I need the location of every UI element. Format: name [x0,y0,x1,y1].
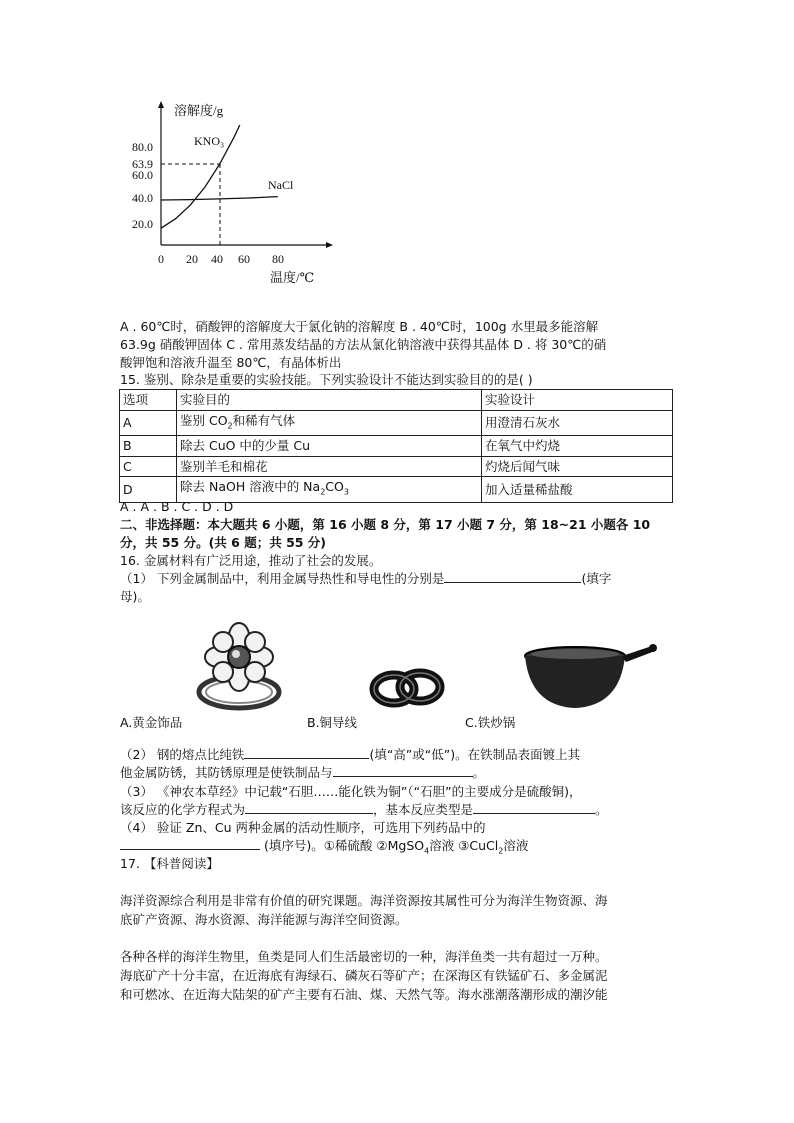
header-goal: 实验目的 [177,390,482,411]
row-goal: 除去 CuO 中的少量 Cu [177,436,482,457]
x-tick-40: 40 [211,252,223,266]
y-tick-60: 60.0 [132,168,153,182]
nacl-series-label: NaCl [268,178,294,192]
answer-blank[interactable] [245,801,373,814]
y-tick-20: 20.0 [132,217,153,231]
q16-part1-cont: 母)。 [120,589,150,604]
solubility-chart [128,100,338,290]
q16-stem: 16. 金属材料有广泛用途，推动了社会的发展。 [120,553,382,568]
copper-wire-image [368,665,448,711]
row-design: 加入适量稀盐酸 [482,477,673,503]
q16-part3-cont: 该反应的化学方程式为 ，基本反应类型是 。 [120,802,608,817]
table-row [120,410,673,436]
q15-answers: A . A . B . C . D . D [120,499,234,514]
x-tick-0: 0 [158,252,164,266]
q15-table [119,389,673,503]
q16-part4-cont: (填序号)。①稀硫酸 ②MgSO$_4$溶液 ③CuCl$_2$溶液 [120,837,528,860]
q17-para1-line1: 海洋资源综合利用是非常有价值的研究课题。海洋资源按其属性可分为海洋生物资源、海 [120,893,608,908]
answer-blank[interactable] [333,764,473,777]
q17-para1-line2: 底矿产资源、海水资源、海洋能源与海洋空间资源。 [120,912,408,927]
table-row [120,436,673,457]
answer-blank[interactable] [120,837,260,850]
answer-blank[interactable] [244,746,369,759]
x-tick-60: 60 [238,252,250,266]
q16-part2: （2） 钢的熔点比纯铁 (填“高”或“低”)。在铁制品表面镀上其 [120,747,581,762]
row-goal: 除去 NaOH 溶液中的 $Na_2CO_3$ [177,477,482,503]
y-tick-80: 80.0 [132,140,153,154]
q14-line-1: A . 60℃时，硝酸钾的溶解度大于氯化钠的溶解度 B . 40℃时，100g 水里最多能溶解 [120,319,599,334]
answer-blank[interactable] [473,801,595,814]
caption-iron: C.铁炒锅 [465,715,516,730]
y-tick-63-9: 63.9 [132,157,153,171]
y-tick-40: 40.0 [132,191,153,205]
row-design: 在氧气中灼烧 [482,436,673,457]
q15-stem: 15. 鉴别、除杂是重要的实验技能。下列实验设计不能达到实验目的的是( ) [120,372,533,387]
gold-ring-image [195,622,283,714]
row-option: A [120,410,177,436]
nacl-curve [161,197,278,200]
header-option: 选项 [120,390,177,411]
q17-para2-line1: 各种各样的海洋生物里，鱼类是同人们生活最密切的一种，海洋鱼类一共有超过一万种。 [120,949,608,964]
q16-part2-cont: 他金属防锈，其防锈原理是使铁制品与 。 [120,765,486,780]
row-design: 用澄清石灰水 [482,410,673,436]
row-option: D [120,477,177,503]
row-option: C [120,456,177,477]
kno3-series-label: KNO₃ [194,134,225,148]
q16-part1: （1） 下列金属制品中，利用金属导热性和导电性的分别是 (填字 [120,571,612,586]
section-heading-line-2: 分，共 55 分。(共 6 题；共 55 分) [120,535,327,550]
q17-para2-line3: 和可燃冰、在近海大陆架的矿产主要有石油、煤、天然气等。海水涨潮落潮形成的潮汐能 [120,987,608,1002]
row-option: B [120,436,177,457]
table-header-row [120,390,673,411]
header-design: 实验设计 [482,390,673,411]
q14-line-3: 酸钾饱和溶液升温至 80℃，有晶体析出 [120,355,342,370]
caption-copper: B.铜导线 [307,715,358,730]
q14-line-2: 63.9g 硝酸钾固体 C . 常用蒸发结晶的方法从氯化钠溶液中获得其晶体 D . 将 30℃的硝 [120,337,607,352]
x-tick-20: 20 [186,252,198,266]
q16-part4: （4） 验证 Zn、Cu 两种金属的活动性顺序，可选用下列药品中的 [120,820,486,835]
q16-part3: （3） 《神农本草经》中记载“石胆……能化铁为铜”（“石胆”的主要成分是硫酸铜)， [120,784,582,799]
answer-blank[interactable] [444,570,581,583]
chart-axes [158,101,333,248]
q17-para2-line2: 海底矿产十分丰富，在近海底有海绿石、磷灰石等矿产；在深海区有铁锰矿石、多金属泥 [120,968,608,983]
q17-title: 17. 【科普阅读】 [120,856,219,871]
x-axis-label: 温度/℃ [270,270,315,285]
x-tick-80: 80 [272,252,284,266]
iron-wok-image [520,640,660,712]
row-design: 灼烧后闻气味 [482,456,673,477]
row-goal: 鉴别羊毛和棉花 [177,456,482,477]
section-heading-line-1: 二、非选择题：本大题共 6 小题，第 16 小题 8 分，第 17 小题 7 分，第 18~21 小题各 10 [120,517,651,532]
table-row [120,456,673,477]
y-axis-label: 溶解度/g [174,103,224,118]
caption-gold: A.黄金饰品 [120,715,183,730]
row-goal: 鉴别 $CO_2$和稀有气体 [177,410,482,436]
